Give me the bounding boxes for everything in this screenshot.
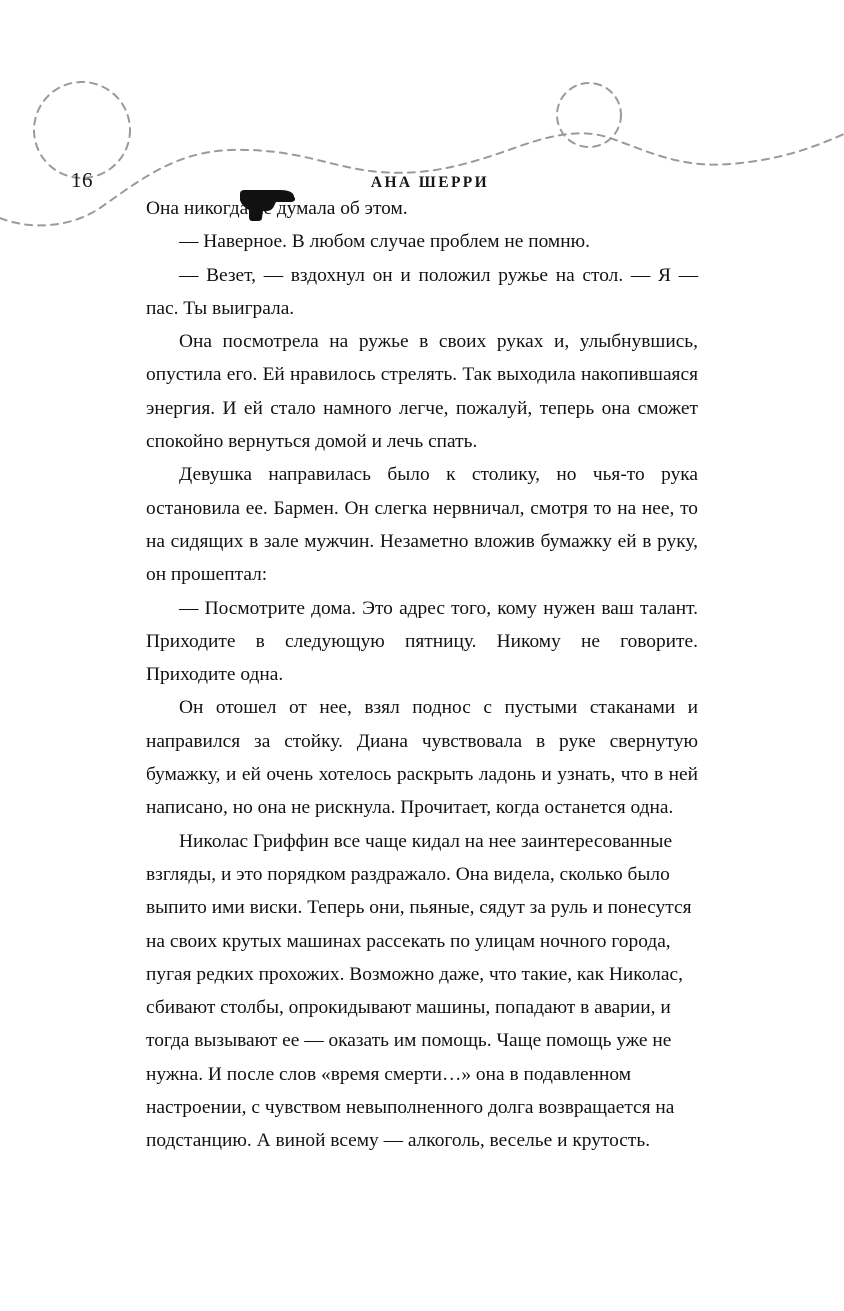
paragraph: Девушка направилась было к столику, но чья-то рука остановила ее. Бармен. Он слегка нервничал, смотря то на нее, то на сидящих в зале мужчин. Незаметно вложив бумажку ей в руку, он прошептал:	[146, 464, 698, 586]
paragraph: — Везет, — вздохнул он и положил ружье на стол. — Я — пас. Ты выиграла.	[146, 264, 698, 319]
paragraph: Николас Гриффин все чаще кидал на нее заинтересованные взгляды, и это порядком раздражало. Она видела, сколько было выпито ими виски. Теперь они, пьяные, сядут за руль и понесутся на своих крутых машинах рассекать по улицам ночного города, пугая редких прохожих. Возможно даже, что такие, как Николас, сбивают столбы, опрокидывают машины, попадают в аварии, и тогда вызывают ее — оказать им помощь. Чаще помощь уже не нужна. И после слов «время смерти…» она в подавленном настроении, с чувством невыполненного долга возвращается на подстанцию. А виной всему — алкоголь, веселье и крутость.	[146, 830, 692, 1152]
page-body	[146, 192, 698, 1158]
paragraph: Она посмотрела на ружье в своих руках и, улыбнувшись, опустила его. Ей нравилось стрелять. Так выходила накопившаяся энергия. И ей стало намного легче, пожалуй, теперь она сможет спокойно вернуться домой и лечь спать.	[146, 331, 698, 453]
paragraph: Она никогда не думала об этом.	[146, 198, 408, 219]
page-number: 16	[71, 168, 93, 192]
running-title: АНА ШЕРРИ	[370, 174, 490, 191]
paragraph: Он отошел от нее, взял поднос с пустыми стаканами и направился за стойку. Диана чувствовала в руке свернутую бумажку, и ей очень хотелось раскрыть ладонь и узнать, что в ней написано, но она не рискнула. Прочитает, когда останется одна.	[146, 697, 698, 819]
paragraph: — Посмотрите дома. Это адрес того, кому нужен ваш талант. Приходите в следующую пятницу. Никому не говорите. Приходите одна.	[146, 597, 698, 686]
paragraph: — Наверное. В любом случае проблем не помню.	[179, 231, 590, 253]
